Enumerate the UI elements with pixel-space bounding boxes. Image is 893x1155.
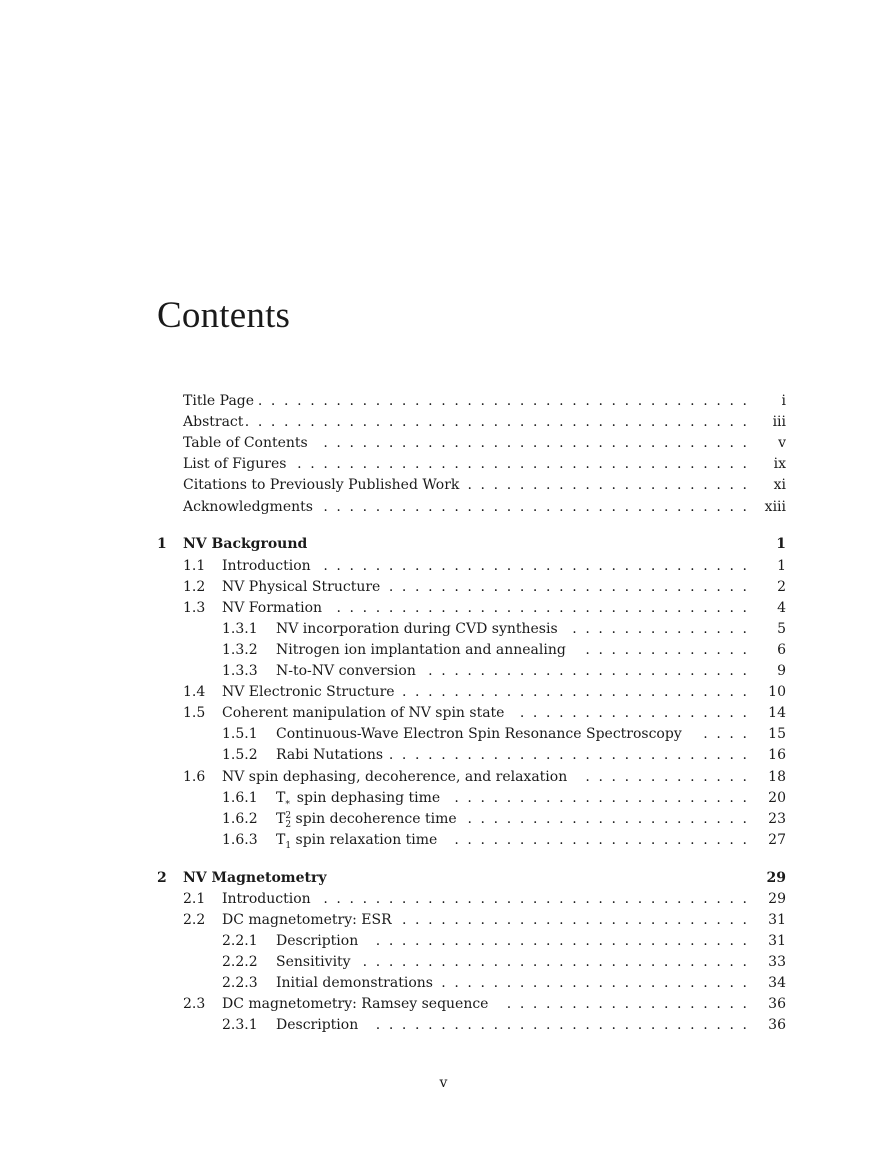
page-number-ref: 18 (768, 768, 786, 785)
dot-leader: . . . . . . . . . . . . . (585, 768, 747, 785)
page-number-ref: 23 (768, 810, 786, 827)
toc-entry[interactable] (0, 497, 893, 518)
page-number-ref: 10 (768, 684, 786, 701)
dot-leader: . . . . . . . . . . . . . . . . . . . . . . . (454, 831, 747, 848)
page-number-ref: xi (773, 477, 786, 494)
dot-leader: . . . . . . . . . . . . . . . . . . . . . . (467, 477, 747, 494)
section-number: 2.2.1 (222, 933, 258, 949)
dot-leader: . . . . . . . . . . . . . . . . . . . . . . . . . . . (401, 911, 747, 928)
toc-entry[interactable] (0, 994, 893, 1015)
dot-leader: . . . . . . . . . . . . . . . . . . (519, 705, 747, 722)
entry-label: Nitrogen ion implantation and annealing (276, 641, 566, 658)
section-number: 2.3.1 (222, 1017, 258, 1034)
dot-leader: . . . . . . . . . . . . . . . . . . . . . . . . (441, 975, 747, 992)
page-number-ref: ix (773, 456, 786, 473)
dot-leader: . . . . . . . . . . . . . . . . . . . . . . . (454, 789, 747, 806)
dot-leader: . . . . . . . . . . . . . . . . . . . . . . . . . . . . (388, 747, 747, 764)
page-number-ref: 5 (777, 620, 786, 637)
page-number-ref: 20 (768, 789, 786, 806)
dot-leader: . . . . . . . . . . . . . . . . . . . . . . . . . . . . . . . . . . . . . . (257, 393, 747, 409)
entry-label: NV Magnetometry (183, 869, 327, 886)
entry-label: Rabi Nutations (276, 747, 384, 764)
entry-label: List of Figures (183, 456, 287, 473)
dot-leader: . . . . (703, 726, 747, 743)
toc-entry[interactable] (0, 809, 893, 830)
entry-label: NV Electronic Structure (222, 684, 395, 701)
dot-leader: . . . . . . . . . . . . . . . . . . . . . . (467, 810, 747, 827)
page-number-ref: v (778, 435, 786, 452)
page-title: Contents (157, 295, 291, 336)
entry-label: NV Background (183, 536, 308, 553)
page-number-ref: 6 (777, 641, 786, 658)
toc-entry[interactable] (0, 952, 893, 973)
toc-entry[interactable] (0, 454, 893, 475)
page-number-ref: 27 (768, 831, 786, 848)
dot-leader: . . . . . . . . . . . . . . . . . . . . . . . . . (428, 663, 747, 679)
toc-entry[interactable] (0, 412, 893, 433)
toc-entry[interactable] (0, 577, 893, 598)
page-number-ref: 36 (768, 996, 786, 1013)
section-number: 2.2 (183, 911, 206, 928)
entry-label: Continuous-Wave Electron Spin Resonance Spectroscopy (276, 726, 682, 743)
dot-leader: . . . . . . . . . . . . . . . . . . . . . . . . . . . . . . (362, 954, 747, 971)
section-number: 1.6.1 (222, 789, 258, 806)
dot-leader: . . . . . . . . . . . . . . . . . . . . . . . . . . . . (388, 578, 747, 595)
entry-label: Title Page (183, 393, 255, 409)
section-number: 1.3.2 (222, 641, 258, 658)
page-number-ref: 2 (777, 578, 786, 595)
toc-entry[interactable] (0, 661, 893, 682)
toc-entry[interactable] (0, 767, 893, 788)
entry-label: Abstract (183, 414, 244, 431)
section-number: 1.5.1 (222, 726, 258, 743)
page-number: v (439, 1075, 448, 1091)
section-number: 1.5 (183, 705, 206, 722)
dot-leader: . . . . . . . . . . . . . . . . . . . . . . . . . . . . . . . . . . . . . . . (244, 414, 747, 431)
page-number-ref: 1 (776, 536, 786, 553)
page-number-ref: 9 (777, 663, 786, 679)
section-number: 1.1 (183, 557, 206, 574)
toc-entry[interactable] (0, 703, 893, 724)
toc-entry[interactable] (0, 889, 893, 910)
entry-label: $T_2$ spin decoherence time (276, 810, 457, 830)
page-number-ref: 15 (768, 726, 786, 743)
dot-leader: . . . . . . . . . . . . . . (572, 620, 747, 637)
entry-label: $T_1$ spin relaxation time (276, 831, 438, 851)
entry-label: Introduction (222, 557, 311, 574)
entry-label: Sensitivity (276, 954, 351, 971)
dot-leader: . . . . . . . . . . . . . . . . . . . . . . . . . . . . . . . . . . . (297, 456, 747, 473)
toc-chapter[interactable] (0, 868, 893, 889)
section-number: 2.2.3 (222, 975, 258, 992)
entry-label: Description (276, 1017, 359, 1034)
toc-entry[interactable] (0, 724, 893, 745)
page-number-ref: 4 (777, 599, 786, 616)
toc-entry[interactable] (0, 598, 893, 619)
entry-label: T * 2 spin dephasing time (276, 789, 441, 821)
dot-leader: . . . . . . . . . . . . . . . . . . . . . . . . . . . . . . . . . (323, 557, 747, 574)
toc-entry[interactable] (0, 640, 893, 661)
entry-label: Citations to Previously Published Work (183, 477, 460, 494)
toc-entry[interactable] (0, 475, 893, 496)
section-number: 1.6.3 (222, 831, 258, 848)
page-number-ref: 34 (768, 975, 786, 992)
toc-entry[interactable] (0, 931, 893, 952)
dot-leader: . . . . . . . . . . . . . . . . . . . . . . . . . . . (401, 684, 747, 701)
entry-label: NV Physical Structure (222, 578, 381, 595)
entry-label: NV spin dephasing, decoherence, and relaxation (222, 768, 568, 785)
toc-entry[interactable] (0, 1015, 893, 1036)
entry-label: Acknowledgments (183, 498, 313, 515)
section-number: 1.4 (183, 684, 206, 701)
entry-label: NV incorporation during CVD synthesis (276, 620, 558, 637)
dot-leader: . . . . . . . . . . . . . (585, 641, 747, 658)
entry-label: Description (276, 933, 359, 949)
toc-entry[interactable] (0, 619, 893, 640)
page-number-ref: iii (772, 414, 786, 431)
entry-label: Initial demonstrations (276, 975, 433, 992)
chapter-number: 1 (157, 536, 167, 553)
section-number: 1.2 (183, 578, 206, 595)
section-number: 1.5.2 (222, 747, 258, 764)
dot-leader: . . . . . . . . . . . . . . . . . . . . . . . . . . . . . (375, 1017, 747, 1034)
entry-label: DC magnetometry: Ramsey sequence (222, 996, 489, 1013)
page-number-ref: 29 (768, 890, 786, 907)
entry-label: Coherent manipulation of NV spin state (222, 705, 505, 722)
toc-entry[interactable] (0, 830, 893, 851)
page-number-ref: 31 (768, 911, 786, 928)
page-number-ref: 36 (768, 1017, 786, 1034)
page-number-ref: xiii (764, 498, 786, 515)
entry-label: Introduction (222, 890, 311, 907)
page-number-ref: 33 (768, 954, 786, 971)
page-number-ref: 1 (777, 557, 786, 574)
toc-entry[interactable] (0, 556, 893, 577)
page-number-ref: 16 (768, 747, 786, 764)
dot-leader: . . . . . . . . . . . . . . . . . . . . . . . . . . . . . (375, 933, 747, 949)
toc-entry[interactable] (0, 973, 893, 994)
toc-entry[interactable] (0, 745, 893, 766)
toc-entry[interactable] (0, 910, 893, 931)
dot-leader: . . . . . . . . . . . . . . . . . . . . . . . . . . . . . . . . (336, 599, 747, 616)
section-number: 2.2.2 (222, 954, 258, 971)
page-number-ref: 31 (768, 933, 786, 949)
entry-label: NV Formation (222, 599, 323, 616)
page-number-ref: 14 (768, 705, 786, 722)
entry-label: DC magnetometry: ESR (222, 911, 392, 928)
section-number: 1.3.3 (222, 663, 258, 679)
section-number: 2.3 (183, 996, 206, 1013)
toc-entry[interactable] (0, 391, 893, 412)
section-number: 2.1 (183, 890, 206, 907)
dot-leader: . . . . . . . . . . . . . . . . . . . (506, 996, 747, 1013)
section-number: 1.6 (183, 768, 206, 785)
chapter-number: 2 (157, 869, 167, 886)
section-number: 1.3.1 (222, 620, 258, 637)
toc-chapter[interactable] (0, 534, 893, 555)
page-number-ref: i (781, 393, 786, 409)
dot-leader: . . . . . . . . . . . . . . . . . . . . . . . . . . . . . . . . . (323, 435, 747, 452)
entry-label: Table of Contents (183, 435, 308, 452)
dot-leader: . . . . . . . . . . . . . . . . . . . . . . . . . . . . . . . . . (323, 498, 747, 515)
toc-entry[interactable] (0, 433, 893, 454)
dot-leader: . . . . . . . . . . . . . . . . . . . . . . . . . . . . . . . . . (323, 890, 747, 907)
toc-entry[interactable] (0, 682, 893, 703)
section-number: 1.3 (183, 599, 206, 616)
entry-label: N-to-NV conversion (276, 663, 416, 679)
page-number-ref: 29 (766, 869, 786, 886)
section-number: 1.6.2 (222, 810, 258, 827)
